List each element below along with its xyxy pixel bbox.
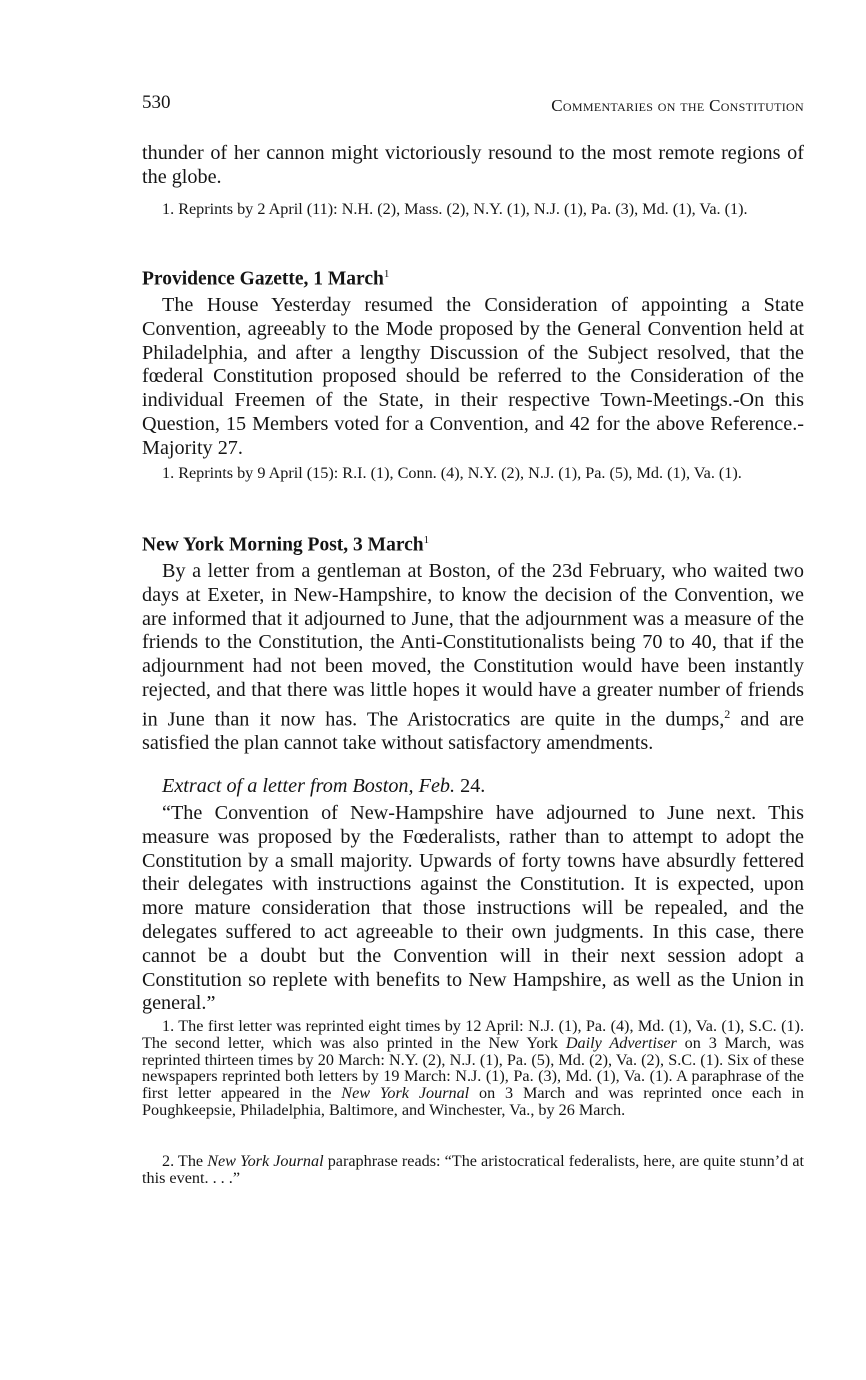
footnote-1-text-c: on 3 March and was reprinted once each in Poughkeepsie, Philadelphia, Baltimore, and Winchester, Va., by 26 March. — [142, 1084, 804, 1119]
extract-date: 24. — [455, 775, 486, 797]
section-title-nymp — [142, 534, 804, 557]
continued-text: thunder of her cannon might victoriously resound to the most remote regions of the globe. — [142, 142, 804, 188]
section-title-nymp-text: New York Morning Post, 3 March — [142, 534, 424, 556]
section-title-providence-text: Providence Gazette, 1 March — [142, 268, 384, 290]
extract-heading — [142, 775, 804, 799]
footnote-2-text-b: paraphrase reads: “The aristocratical federalists, here, are quite stunn’d at this event. . . .” — [142, 1152, 805, 1187]
footnote-ref: 1 — [423, 534, 430, 546]
nymp-paragraph — [142, 560, 804, 756]
running-title: Commentaries on the Constitution — [551, 96, 804, 115]
footnote-providence: 1. Reprints by 9 April (15): R.I. (1), Conn. (4), N.Y. (2), N.J. (1), Pa. (5), Md. (1), Va. (1). — [162, 464, 742, 482]
page-header — [142, 92, 804, 122]
nymp-paragraph-text-b: and are satisfied the plan cannot take without satisfactory amendments. — [142, 708, 804, 755]
footnote-1-text-a: 1. The first letter was reprinted eight times by 12 April: N.J. (1), Pa. (4), Md. (1), Va. (1), S.C. (1). The second letter, which was also printed in the New York — [142, 1017, 804, 1052]
footnote-ref: 1 — [383, 268, 390, 280]
page-number: 530 — [142, 92, 171, 113]
nymp-paragraph-text-a: By a letter from a gentleman at Boston, of the 23d February, who waited two days at Exeter, in New-Hampshire, to know the decision of the Convention, we are informed that it adjourned to June, that the adjournment was a measure of the friends to the Constitution, the Anti-Constitutionalists being 70 to 40, that if the adjournment had not been moved, the Constitution would have been instantly rejected, and that there was little hopes it would have a greater number of friends in June than it now has. The Aristocratics are quite in the dumps, — [142, 560, 804, 731]
footnote-nymp-1 — [142, 1018, 804, 1119]
footnote-1-text-b: on 3 March, was reprinted thirteen times by 20 March: N.Y. (2), N.J. (1), Pa. (5), Md. (2), Va. (2), S.C. (1). Six of these newspapers reprinted both letters by 19 March: N.J. (1), Pa. (3), Md. (1), Va. (1). A paraphrase of the first letter appeared in the — [142, 1033, 805, 1103]
footnote-prev: 1. Reprints by 2 April (11): N.H. (2), Mass. (2), N.Y. (1), N.J. (1), Pa. (3), Md. (1), Va. (1). — [162, 200, 748, 218]
extract-heading-italic: Extract of a letter from Boston, Feb. — [162, 775, 456, 797]
footnote-1-italic-a: Daily Advertiser — [565, 1033, 677, 1052]
providence-body: The House Yesterday resumed the Consideration of appointing a State Convention, agreeably to the Mode proposed by the General Convention held at Philadelphia, and after a lengthy Discussion of the Subject resolved, that the fœderal Constitution proposed should be referred to the Consideration of the individual Freemen of the State, in their respective Town-Meetings.-On this Question, 15 Members voted for a Convention, and 42 for the above Reference.-Majority 27. — [142, 294, 804, 459]
footnote-ref: 2 — [724, 706, 731, 721]
footnote-2-text-a: 2. The — [162, 1152, 208, 1170]
footnote-1-italic-b: New York Journal — [341, 1084, 470, 1103]
footnote-2-italic: New York Journal — [207, 1152, 324, 1170]
footnote-nymp-2 — [142, 1153, 804, 1187]
section-title-providence — [142, 268, 804, 291]
letter-body: “The Convention of New-Hampshire have adjourned to June next. This measure was proposed by the Fœderalists, rather than to attempt to adopt the Constitution by a small majority. Upwards of forty towns have absurdly fettered their delegates with instructions against the Constitution. It is expected, upon more mature consideration that those instructions will be repealed, and the delegates suffered to act agreeable to their own judgments. In this case, there cannot be a doubt but the Convention will in their next session adopt a Constitution so replete with benefits to New Hampshire, as well as the Union in general.” — [142, 802, 804, 1015]
